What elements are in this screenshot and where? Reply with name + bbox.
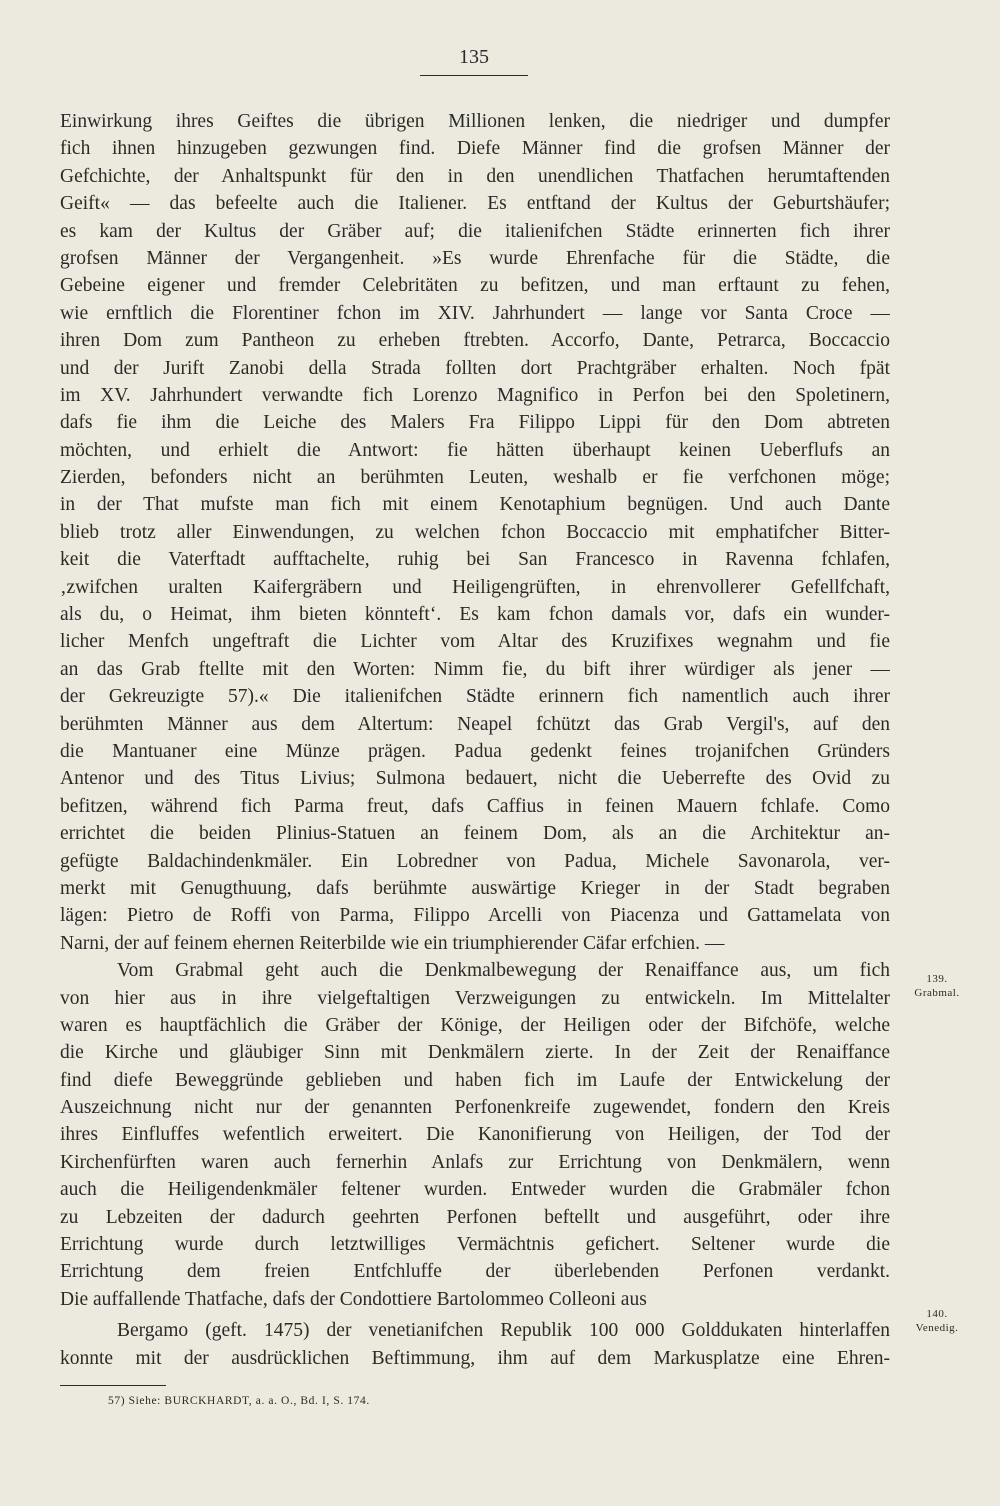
footnote-rule: [60, 1385, 166, 1386]
text-line: zu Lebzeiten der dadurch geehrten Perfonen beftellt und ausgeführt, oder ihre: [60, 1206, 890, 1228]
text-line: blieb trotz aller Einwendungen, zu welchen fchon Boccaccio mit emphatifcher Bitter-: [60, 521, 890, 543]
text-line: Kirchenfürften waren auch fernerhin Anlafs zur Errichtung von Denkmälern, wenn: [60, 1151, 890, 1173]
text-line: Errichtung dem freien Entfchluffe der überlebenden Perfonen verdankt.: [60, 1261, 890, 1283]
text-line: wie ernftlich die Florentiner fchon im XIV. Jahrhundert — lange vor Santa Croce —: [60, 302, 890, 324]
body-text: [60, 108, 890, 1399]
footnote: 57) Siehe: BURCKHARDT, a. a. O., Bd. I, S. 174.: [108, 1395, 370, 1407]
text-line: ihres Einfluffes wefentlich erweitert. Die Kanonifierung von Heiligen, der Tod der: [60, 1124, 890, 1146]
text-line: ‚zwifchen uralten Kaifergräbern und Heiligengrüften, in ehrenvollerer Gefellfchaft,: [60, 576, 890, 598]
text-line: konnte mit der ausdrücklichen Beftimmung, ihm auf dem Markusplatze eine Ehren-: [60, 1347, 890, 1369]
text-line: die Kirche und gläubiger Sinn mit Denkmälern zierte. In der Zeit der Renaiffance: [60, 1042, 890, 1064]
text-line: Narni, der auf feinem ehernen Reiterbilde wie ein triumphierender Cäfar erfchien. —: [60, 932, 725, 954]
margin-note-grabmal: [905, 972, 969, 1000]
text-line: Auszeichnung nicht nur der genannten Perfonenkreife zugewendet, fondern den Kreis: [60, 1097, 890, 1119]
text-line: merkt mit Genugthuung, dafs berühmte auswärtige Krieger in der Stadt begraben: [60, 877, 890, 899]
margin-note-label: Venedig.: [915, 1322, 959, 1334]
text-line: an das Grab ftellte mit den Worten: Nimm fie, du bift ihrer würdiger als jener —: [60, 658, 890, 680]
text-line: auch die Heiligendenkmäler feltener wurden. Entweder wurden die Grabmäler fchon: [60, 1179, 890, 1201]
text-line: find diefe Beweggründe geblieben und haben fich im Laufe der Entwickelung der: [60, 1069, 890, 1091]
text-line: von hier aus in ihre vielgeftaltigen Verzweigungen zu entwickeln. Im Mittelalter: [60, 987, 890, 1009]
text-line: als du, o Heimat, ihm bieten könnteft‘. Es kam fchon damals vor, dafs ein wunder-: [60, 604, 890, 626]
text-line: Gebeine eigener und fremder Celebritäten zu befitzen, und man erftaunt zu fehen,: [60, 275, 890, 297]
text-line: lägen: Pietro de Roffi von Parma, Filippo Arcelli von Piacenza und Gattamelata von: [60, 905, 890, 927]
text-line: dafs fie ihm die Leiche des Malers Fra Filippo Lippi für den Dom abtreten: [60, 412, 890, 434]
text-line: Errichtung wurde durch letztwilliges Vermächtnis gefichert. Seltener wurde die: [60, 1234, 890, 1256]
text-line: fich ihnen hinzugeben gezwungen find. Diefe Männer find die grofsen Männer der: [60, 138, 890, 160]
text-line: ihren Dom zum Pantheon zu erheben ftrebten. Accorfo, Dante, Petrarca, Boccaccio: [60, 330, 890, 352]
text-line: im XV. Jahrhundert verwandte fich Lorenzo Magnifico in Perfon bei den Spoletinern,: [60, 384, 890, 406]
text-line: Geift« — das befeelte auch die Italiener. Es entftand der Kultus der Geburtshäufer;: [60, 193, 890, 215]
text-line: der Gekreuzigte 57).« Die italienifchen Städte erinnern fich namentlich auch ihrer: [60, 686, 890, 708]
margin-note-number: 140.: [926, 1308, 948, 1320]
text-line: befitzen, während fich Parma freut, dafs Caffius in feinen Mauern fchlafe. Como: [60, 795, 890, 817]
text-line: licher Menfch ungeftraft die Lichter vom Altar des Kruzifixes wegnahm und fie: [60, 631, 890, 653]
text-line: die Mantuaner eine Münze prägen. Padua gedenkt feines trojanifchen Gründers: [60, 740, 890, 762]
text-line: grofsen Männer der Vergangenheit. »Es wurde Ehrenfache für die Städte, die: [60, 247, 890, 269]
margin-note-label: Grabmal.: [914, 987, 960, 999]
margin-note-venedig: [905, 1307, 969, 1335]
text-line: gefügte Baldachindenkmäler. Ein Lobredner von Padua, Michele Savonarola, ver-: [60, 850, 890, 872]
text-line: und der Jurift Zanobi della Strada follten dort Prachtgräber erhalten. Noch fpät: [60, 357, 890, 379]
page-number: 135: [420, 46, 528, 76]
text-line: Einwirkung ihres Geiftes die übrigen Millionen lenken, die niedriger und dumpfer: [60, 111, 890, 132]
text-line: Die auffallende Thatfache, dafs der Condottiere Bartolommeo Colleoni aus: [60, 1288, 647, 1310]
text-line: berühmten Männer aus dem Altertum: Neapel fchützt das Grab Vergil's, auf den: [60, 713, 890, 735]
text-line: waren es hauptfächlich die Gräber der Könige, der Heiligen oder der Bifchöfe, welche: [60, 1014, 890, 1036]
text-line: Gefchichte, der Anhaltspunkt für den in den unendlichen Thatfachen herumtaftenden: [60, 165, 890, 187]
text-line: Bergamo (geft. 1475) der venetianifchen Republik 100 000 Golddukaten hinterlaffen: [117, 1320, 890, 1342]
text-line: Antenor und des Titus Livius; Sulmona bedauert, nicht die Ueberrefte des Ovid zu: [60, 768, 890, 790]
text-line: es kam der Kultus der Gräber auf; die italienifchen Städte erinnerten fich ihrer: [60, 220, 890, 242]
text-line: möchten, und erhielt die Antwort: fie hätten überhaupt keinen Ueberflufs an: [60, 439, 890, 461]
text-line: keit die Vaterftadt aufftachelte, ruhig bei San Francesco in Ravenna fchlafen,: [60, 549, 890, 571]
text-line: in der That mufste man fich mit einem Kenotaphium begnügen. Und auch Dante: [60, 494, 890, 516]
margin-note-number: 139.: [926, 973, 948, 985]
text-line: Vom Grabmal geht auch die Denkmalbewegung der Renaiffance aus, um fich: [117, 960, 890, 982]
text-line: Zierden, befonders nicht an berühmten Leuten, weshalb er fie verfchonen möge;: [60, 467, 890, 489]
text-line: errichtet die beiden Plinius-Statuen an feinem Dom, als an die Architektur an-: [60, 823, 890, 845]
